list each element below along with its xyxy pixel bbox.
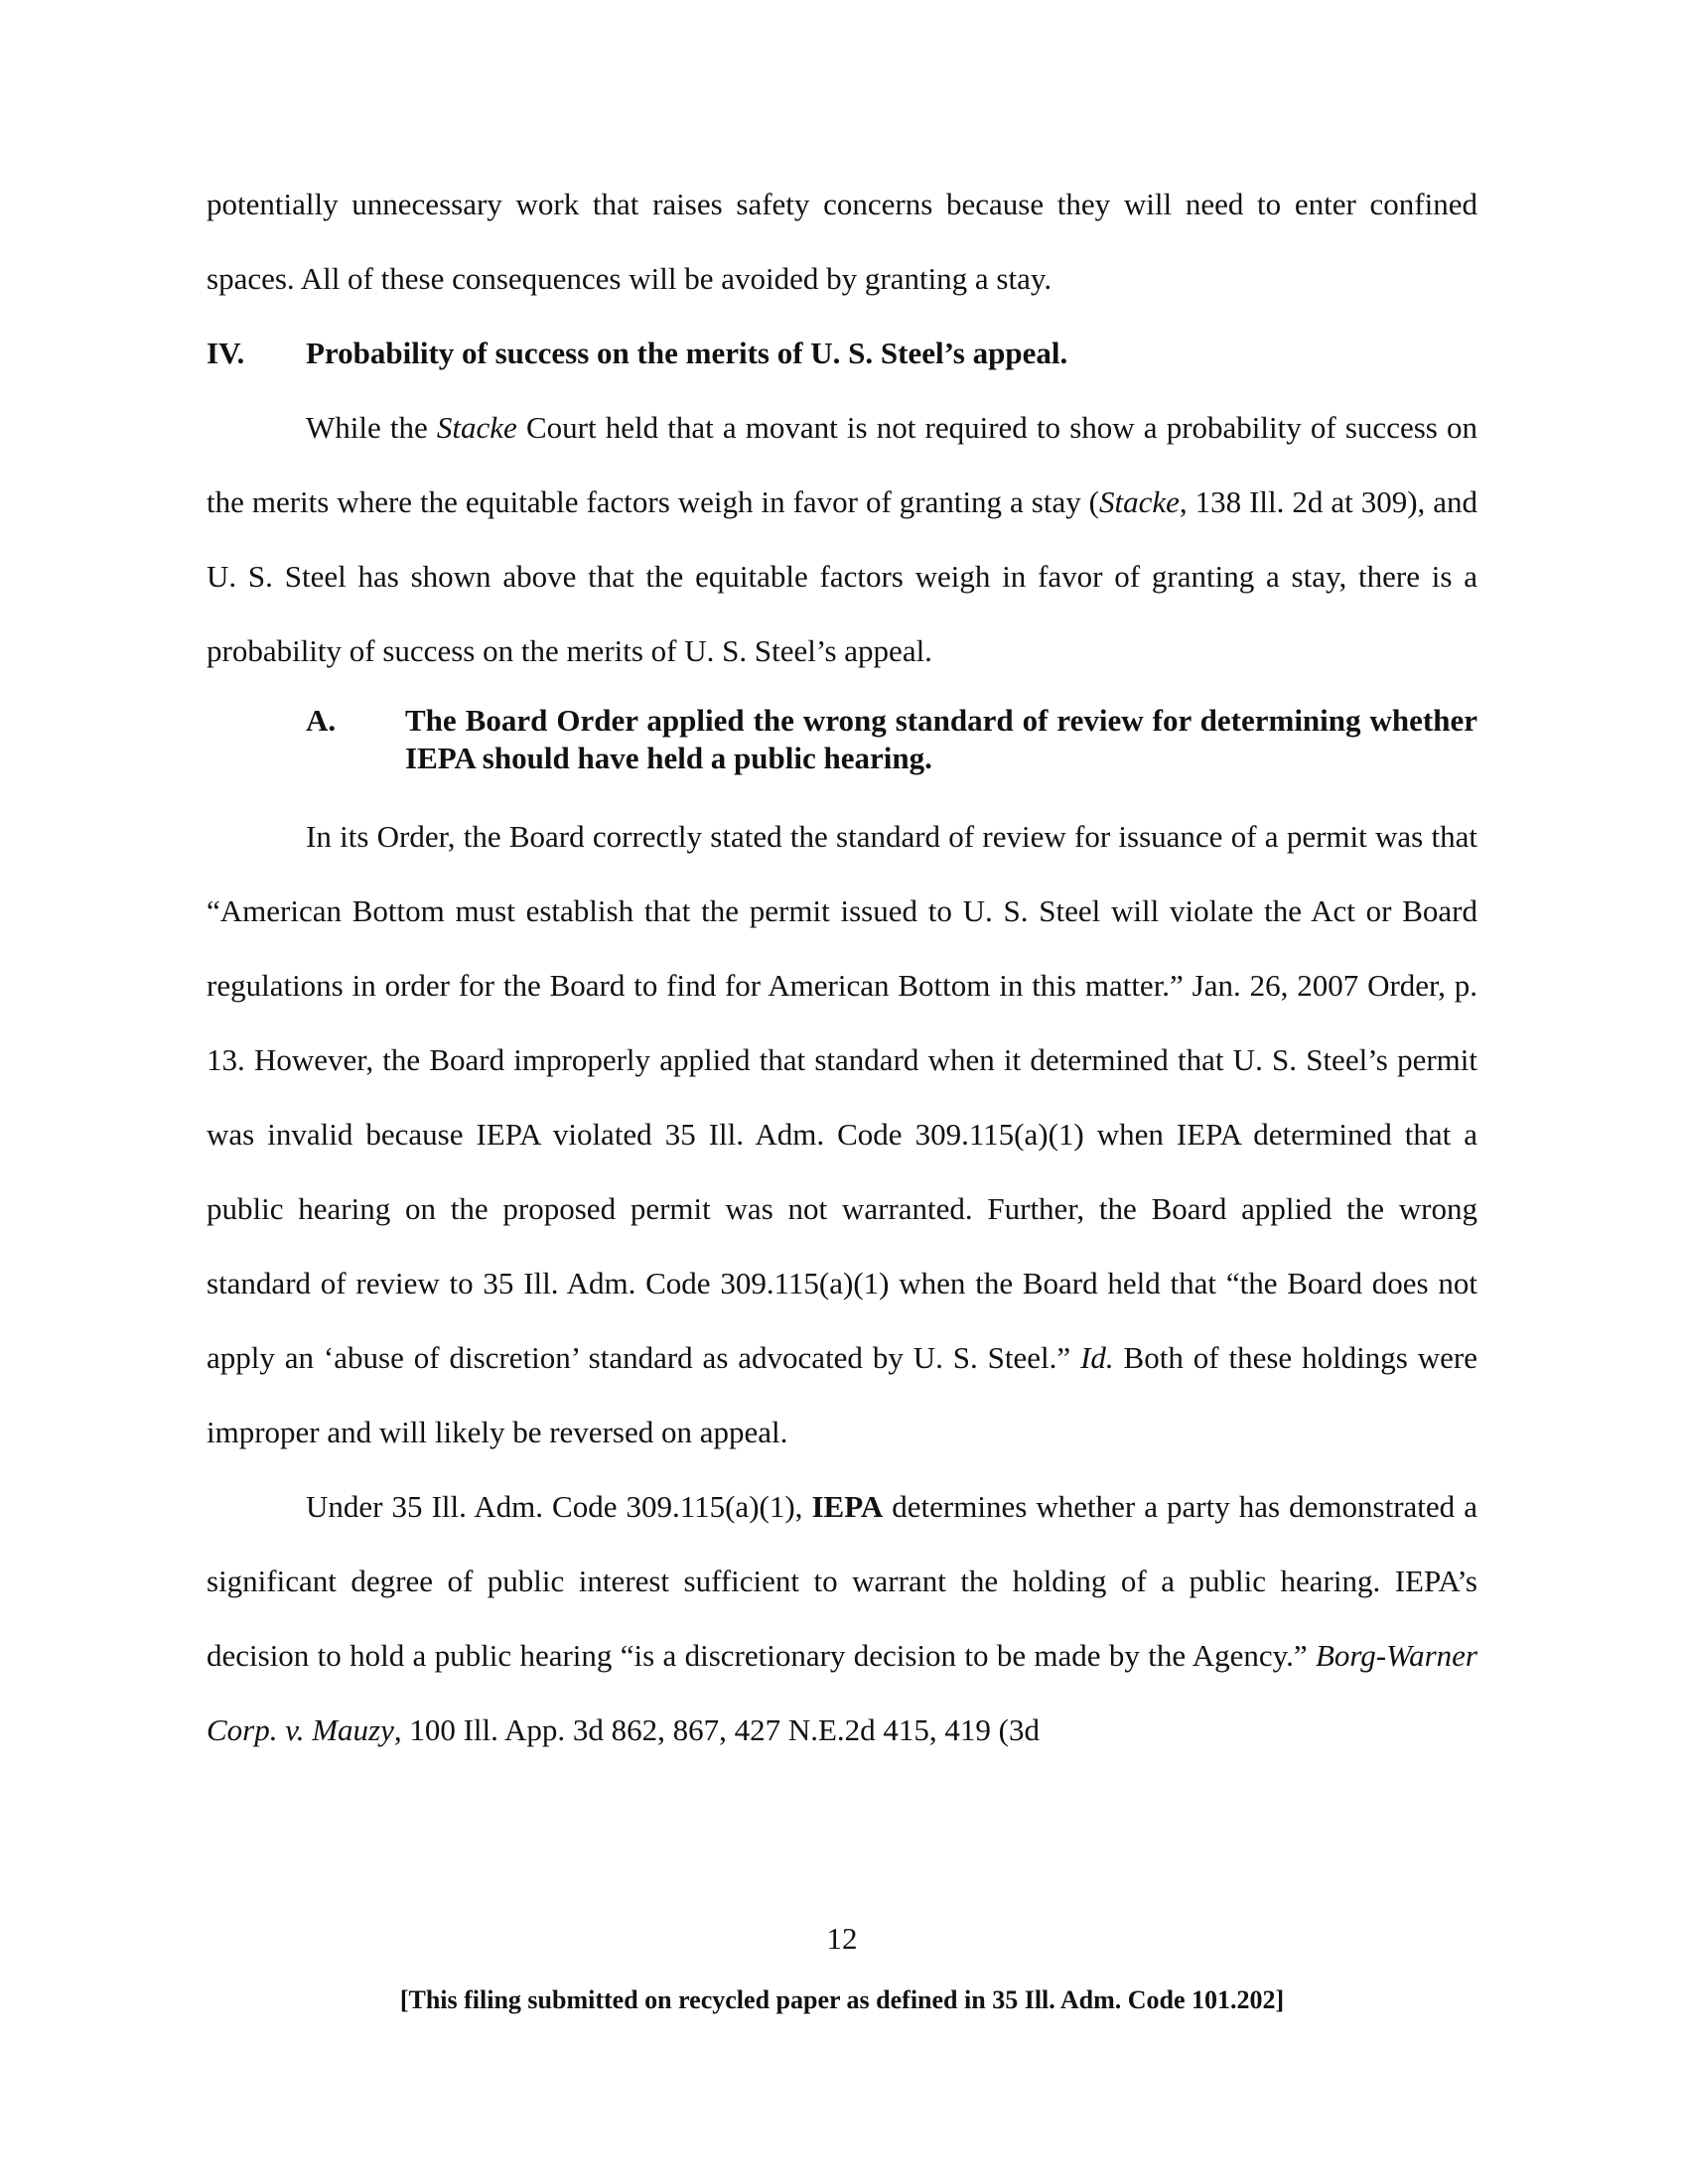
subsection-number: A.	[306, 703, 337, 738]
case-name-stacke: Stacke	[436, 410, 517, 445]
case-name-stacke-cite: Stacke	[1099, 484, 1180, 519]
case-name-borg-warner: Borg-Warner Corp. v. Mauzy	[207, 1638, 1477, 1747]
paragraph-board-order: In its Order, the Board correctly stated the standard of review for issuance of a permit was that “American Bottom must establish that the permit issued to U. S. Steel will violate the Act or Board regulations in order for the Board to find for American Bottom in this matter.” Jan. 26, 2007 Order, p. 13. However, the Board improperly applied that standard when it determined that U. S. Steel’s permit was invalid because IEPA violated 35 Ill. Adm. Code 309.115(a)(1) when IEPA determined that a public hearing on the proposed permit was not warranted. Further, the Board applied the wrong standard of review to 35 Ill. Adm. Code 309.115(a)(1) when the Board held that “the Board does not apply an ‘abuse of discretion’ standard as advocated by U. S. Steel.” Id. Both of these holdings were improper and will likely be reversed on appeal.	[207, 819, 1477, 1449]
document-body	[207, 167, 1477, 1767]
section-number: IV.	[207, 336, 245, 370]
section-heading-iv	[207, 316, 1477, 390]
emphasis-iepa: IEPA	[811, 1489, 884, 1524]
subsection-title: The Board Order applied the wrong standard of review for determining whether IEPA should have held a public hearing.	[405, 703, 1477, 775]
page-number: 12	[826, 1921, 858, 1956]
footer-note: [This filing submitted on recycled paper as defined in 35 Ill. Adm. Code 101.202]	[399, 1985, 1285, 2014]
section-title: Probability of success on the merits of U. S. Steel’s appeal.	[306, 336, 1068, 370]
paragraph-continuation: potentially unnecessary work that raises safety concerns because they will need to enter confined spaces. All of these consequences will be avoided by granting a stay.	[207, 187, 1477, 296]
subsection-heading-a	[207, 688, 1477, 799]
paragraph-stacke: While the Stacke Court held that a movant is not required to show a probability of success on the merits where the equitable factors weigh in favor of granting a stay (Stacke, 138 Ill. 2d at 309), and U. S. Steel has shown above that the equitable factors weigh in favor of granting a stay, there is a probability of success on the merits of U. S. Steel’s appeal.	[207, 410, 1478, 668]
paragraph-iepa-discretion: Under 35 Ill. Adm. Code 309.115(a)(1), IEPA determines whether a party has demonstrated a significant degree of public interest sufficient to warrant the holding of a public hearing. IEPA’s decision to hold a public hearing “is a discretionary decision to be made by the Agency.” Borg-Warner Corp. v. Mauzy, 100 Ill. App. 3d 862, 867, 427 N.E.2d 415, 419 (3d	[207, 1489, 1477, 1747]
citation-id: Id.	[1080, 1340, 1114, 1375]
